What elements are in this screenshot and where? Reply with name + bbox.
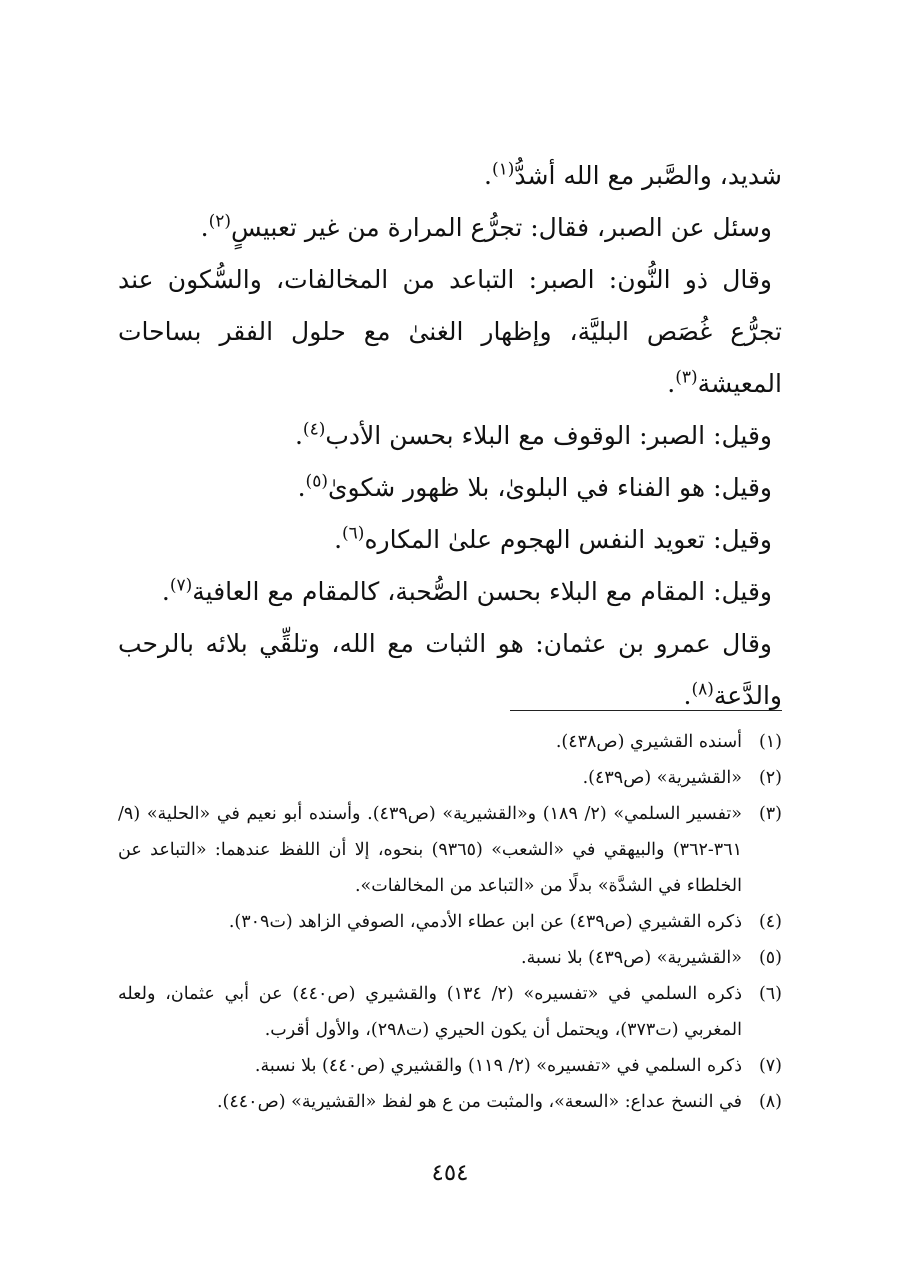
footnote-ref: (٣) bbox=[675, 367, 698, 388]
paragraph bbox=[118, 150, 782, 202]
paragraph-end: . bbox=[200, 213, 209, 242]
footnote-divider bbox=[510, 710, 782, 711]
page-number: ٤٥٤ bbox=[431, 1160, 469, 1186]
paragraph bbox=[118, 254, 782, 410]
paragraph bbox=[118, 202, 782, 254]
footnotes bbox=[118, 724, 782, 1120]
paragraph-text: وقال ذو النُّون: الصبر: التباعد من المخالفات، والسُّكون عند تجرُّع غُصَص البليَّة، وإظهار الغنىٰ مع حلول الفقر بساحات المعيشة bbox=[118, 265, 782, 398]
footnote-number: (١) bbox=[758, 732, 782, 752]
footnote-text: في النسخ عداع: «السعة»، والمثبت من ع هو لفظ «القشيرية» (ص٤٤٠). bbox=[216, 1092, 742, 1112]
paragraph-text: وقيل: الصبر: الوقوف مع البلاء بحسن الأدب bbox=[325, 421, 772, 450]
footnote bbox=[118, 940, 782, 976]
paragraph-end: . bbox=[294, 421, 303, 450]
footnote bbox=[118, 1084, 782, 1120]
footnote-number: (٧) bbox=[758, 1056, 782, 1076]
footnote-number: (٥) bbox=[758, 948, 782, 968]
footnote-ref: (١) bbox=[491, 159, 515, 180]
footnote-text: «القشيرية» (ص٤٣٩). bbox=[582, 768, 742, 788]
footnote-number: (٣) bbox=[758, 804, 782, 824]
paragraph bbox=[118, 462, 782, 514]
footnote-ref: (٥) bbox=[305, 471, 328, 492]
footnote bbox=[118, 724, 782, 760]
main-text bbox=[118, 150, 782, 722]
footnote-text: ذكره السلمي في «تفسيره» (٢/ ١١٩) والقشيري (ص٤٤٠) بلا نسبة. bbox=[254, 1056, 742, 1076]
footnote-number: (٤) bbox=[758, 912, 782, 932]
paragraph-text: وقيل: هو الفناء في البلوىٰ، بلا ظهور شكوىٰ bbox=[327, 473, 772, 502]
paragraph-end: . bbox=[334, 525, 343, 554]
footnote-ref: (٢) bbox=[208, 211, 231, 232]
paragraph bbox=[118, 514, 782, 566]
footnote-text: ذكره السلمي في «تفسيره» (٢/ ١٣٤) والقشيري (ص٤٤٠) عن أبي عثمان، ولعله المغربي (ت٣٧٣)، ويحتمل أن يكون الحيري (ت٢٩٨)، والأول أقرب. bbox=[118, 984, 742, 1040]
paragraph-text: وقيل: المقام مع البلاء بحسن الصُّحبة، كالمقام مع العافية bbox=[192, 577, 772, 606]
footnote bbox=[118, 796, 782, 904]
footnote-number: (٨) bbox=[758, 1092, 782, 1112]
footnote bbox=[118, 1048, 782, 1084]
paragraph bbox=[118, 566, 782, 618]
paragraph-text: وقال عمرو بن عثمان: هو الثبات مع الله، وتلقِّي بلائه بالرحب والدَّعة bbox=[118, 629, 782, 710]
footnote bbox=[118, 976, 782, 1048]
paragraph bbox=[118, 410, 782, 462]
footnote-text: «القشيرية» (ص٤٣٩) بلا نسبة. bbox=[521, 948, 742, 968]
paragraph-end: . bbox=[667, 369, 676, 398]
paragraph-end: . bbox=[484, 161, 492, 190]
paragraph-text: وسئل عن الصبر، فقال: تجرُّع المرارة من غير تعبيسٍ bbox=[230, 213, 772, 242]
paragraph-end: . bbox=[161, 577, 170, 606]
footnote-ref: (٨) bbox=[691, 679, 714, 700]
footnote-ref: (٧) bbox=[169, 575, 193, 596]
paragraph-text: وقيل: تعويد النفس الهجوم علىٰ المكاره bbox=[364, 525, 772, 554]
footnote-number: (٢) bbox=[758, 768, 782, 788]
footnote-number: (٦) bbox=[758, 984, 782, 1004]
paragraph-text: شديد، والصَّبر مع الله أشدُّ bbox=[514, 161, 782, 190]
footnote bbox=[118, 760, 782, 796]
footnote-ref: (٦) bbox=[342, 523, 365, 544]
footnote-ref: (٤) bbox=[302, 419, 326, 440]
paragraph-end: . bbox=[683, 681, 692, 710]
paragraph-end: . bbox=[297, 473, 306, 502]
paragraph bbox=[118, 618, 782, 722]
footnote-text: «تفسير السلمي» (٢/ ١٨٩) و«القشيرية» (ص٤٣٩). وأسنده أبو نعيم في «الحلية» (٩/ ٣٦١-٣٦٢) والبيهقي في «الشعب» (٩٣٦٥) بنحوه، إلا أن اللفظ عندهما: «التباعد عن الخلطاء في الشدَّة» بدلًا من «التباعد من المخالفات». bbox=[118, 804, 742, 896]
footnote bbox=[118, 904, 782, 940]
footnote-text: ذكره القشيري (ص٤٣٩) عن ابن عطاء الأدمي، الصوفي الزاهد (ت٣٠٩). bbox=[228, 912, 742, 932]
footnote-text: أسنده القشيري (ص٤٣٨). bbox=[555, 732, 742, 752]
